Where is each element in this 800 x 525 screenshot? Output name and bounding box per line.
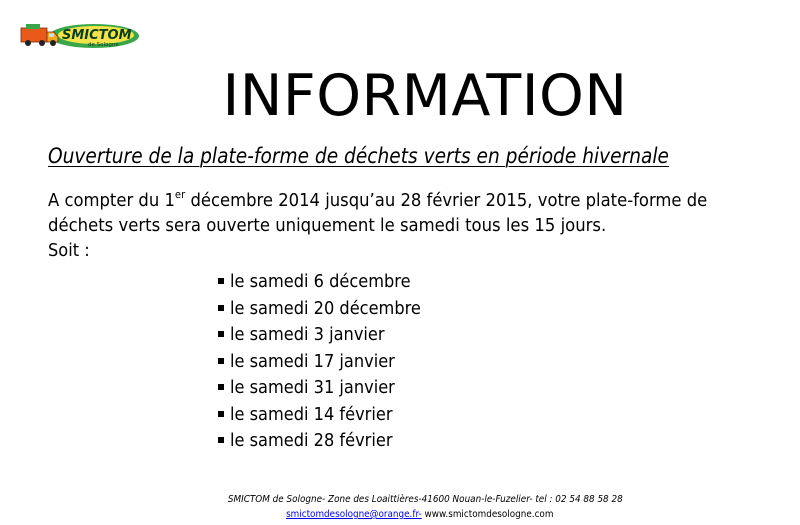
list-item bbox=[218, 349, 442, 376]
paragraph-part-2: décembre 2014 jusqu’au 28 février 2015, votre plate-forme de bbox=[185, 190, 708, 211]
footer-contact bbox=[0, 509, 800, 520]
paragraph-line-3: Soit : bbox=[48, 240, 90, 261]
smictom-logo bbox=[18, 20, 140, 52]
date-text: le samedi 28 février bbox=[230, 430, 393, 451]
paragraph-line-1 bbox=[48, 188, 708, 213]
list-item bbox=[218, 428, 442, 455]
list-item bbox=[218, 296, 442, 323]
footer-address-text: SMICTOM de Sologne- Zone des Loaittières-41600 Nouan-le-Fuzelier- tel : 02 54 88 58 28 bbox=[227, 494, 623, 505]
list-item bbox=[218, 322, 442, 349]
date-text: le samedi 14 février bbox=[230, 403, 393, 425]
bullet-icon bbox=[218, 305, 224, 311]
bullet-icon bbox=[218, 384, 224, 390]
date-text: le samedi 17 janvier bbox=[230, 350, 395, 372]
email-link[interactable]: smictomdesologne@orange.fr- bbox=[286, 509, 422, 520]
bullet-icon bbox=[218, 278, 224, 284]
list-item bbox=[218, 269, 442, 296]
bullet-icon bbox=[218, 437, 224, 443]
paragraph-sup: er bbox=[174, 188, 186, 201]
logo-tagline: de Sologne bbox=[88, 42, 119, 48]
truck-icon bbox=[21, 24, 58, 46]
list-item bbox=[218, 402, 442, 429]
footer-contact-wrap bbox=[286, 509, 553, 520]
bullet-icon bbox=[218, 358, 224, 364]
date-text: le samedi 6 décembre bbox=[230, 271, 411, 292]
list-item bbox=[218, 375, 442, 402]
dates-list bbox=[218, 269, 442, 455]
bullet-icon bbox=[218, 411, 224, 417]
bullet-icon bbox=[218, 331, 224, 337]
date-text: le samedi 3 janvier bbox=[230, 324, 385, 345]
info-paragraph bbox=[48, 188, 768, 263]
website-text: www.smictomdesologne.com bbox=[421, 509, 554, 520]
paragraph-part-1: A compter du 1 bbox=[48, 190, 175, 211]
date-text: le samedi 31 janvier bbox=[230, 377, 395, 398]
date-text: le samedi 20 décembre bbox=[230, 297, 421, 319]
logo-name: SMICTOM bbox=[62, 28, 132, 43]
paragraph-line-2: déchets verts sera ouverte uniquement le samedi tous les 15 jours. bbox=[48, 215, 607, 236]
page-title: INFORMATION bbox=[222, 63, 628, 129]
subtitle: Ouverture de la plate-forme de déchets verts en période hivernale bbox=[48, 144, 669, 168]
footer-address bbox=[0, 494, 800, 505]
logo-graphic bbox=[18, 20, 140, 52]
